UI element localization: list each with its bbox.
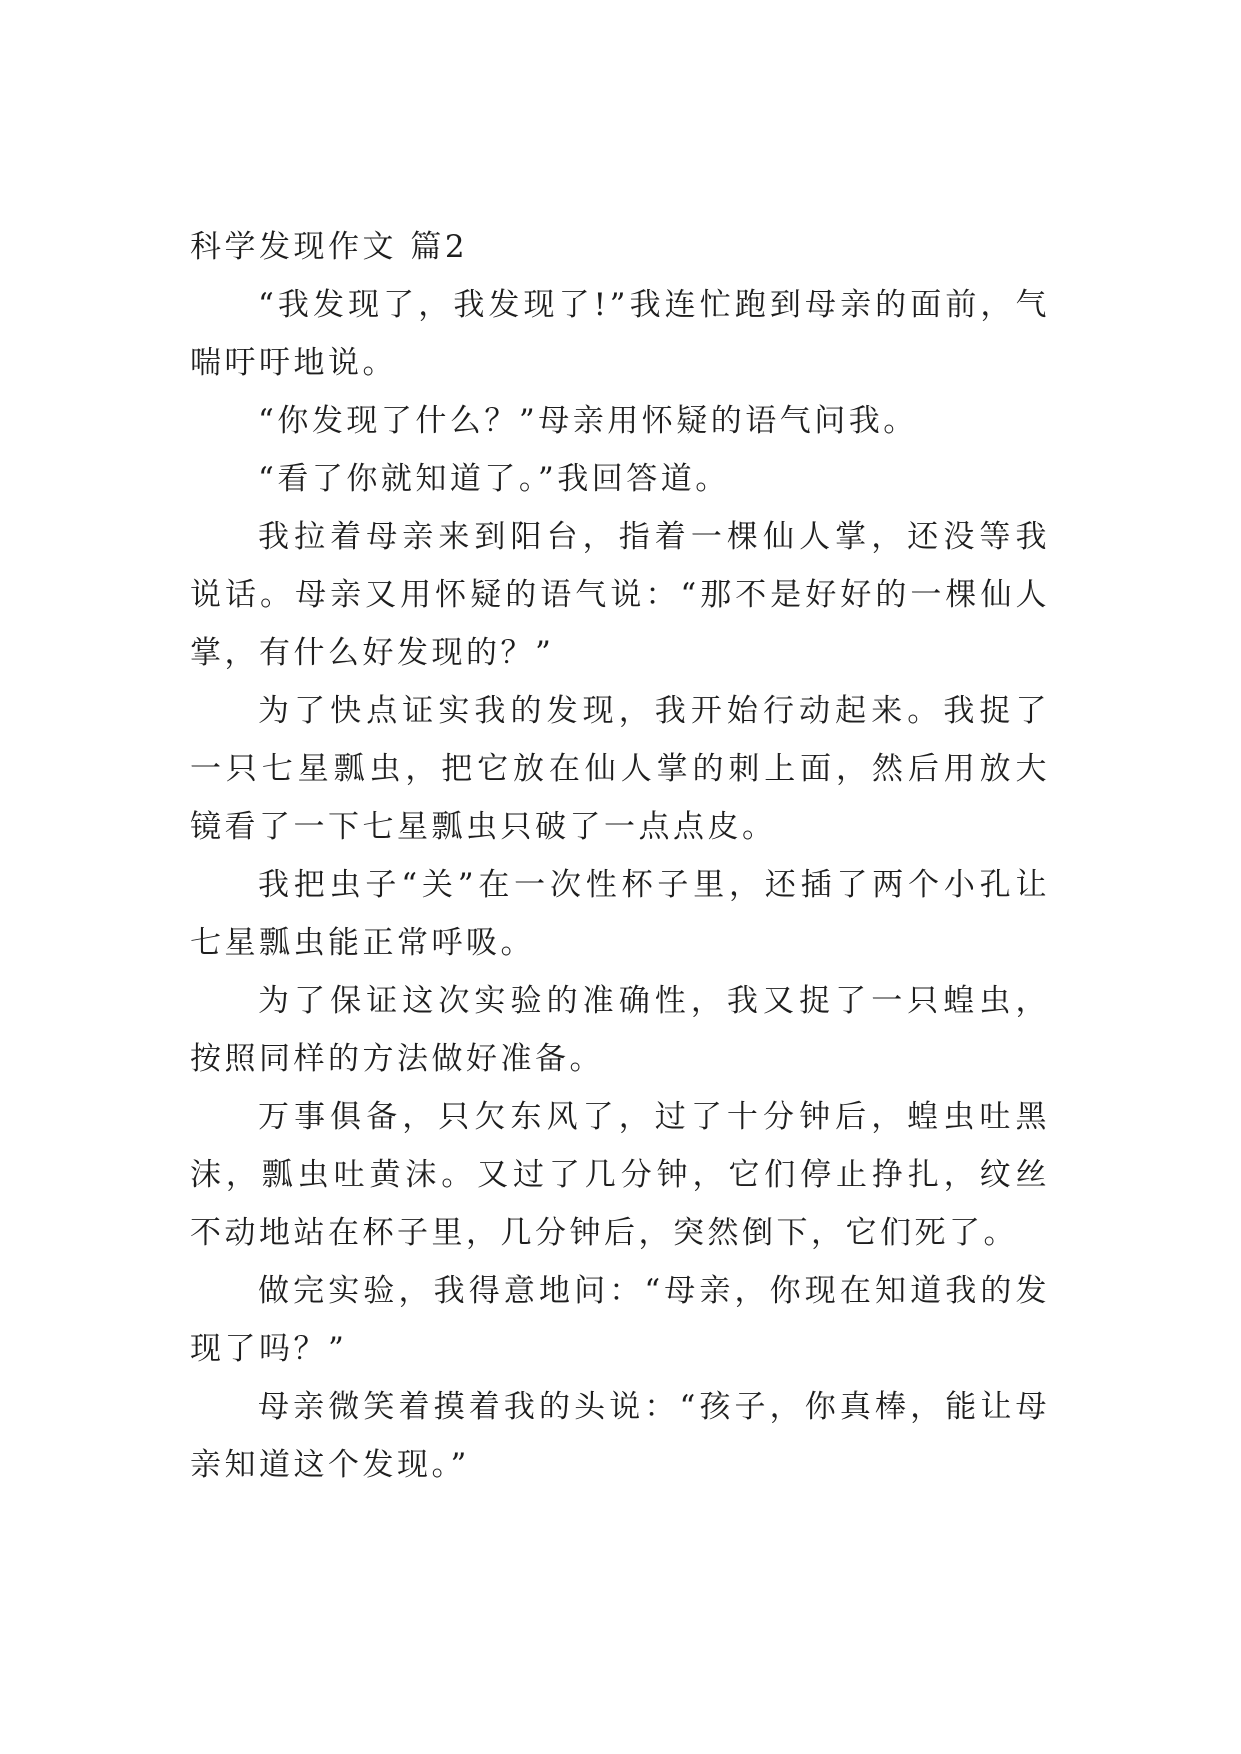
paragraph: 做完实验，我得意地问：“母亲，你现在知道我的发现了吗？” (190, 1273, 1050, 1367)
paragraph: “你发现了什么？”母亲用怀疑的语气问我。 (258, 403, 918, 439)
paragraph: 为了保证这次实验的准确性，我又捉了一只蝗虫，按照同样的方法做好准备。 (190, 983, 1050, 1077)
paragraph: 母亲微笑着摸着我的头说：“孩子，你真棒，能让母亲知道这个发现。” (190, 1389, 1050, 1483)
paragraph: 万事俱备，只欠东风了，过了十分钟后，蝗虫吐黑沫，瓢虫吐黄沫。又过了几分钟，它们停止挣扎，纹丝不动地站在杯子里，几分钟后，突然倒下，它们死了。 (190, 1099, 1050, 1251)
paragraph: 我把虫子“关”在一次性杯子里，还插了两个小孔让七星瓢虫能正常呼吸。 (190, 867, 1050, 961)
document-title: 科学发现作文 篇2 (190, 229, 469, 265)
paragraph: 为了快点证实我的发现，我开始行动起来。我捉了一只七星瓢虫，把它放在仙人掌的刺上面，然后用放大镜看了一下七星瓢虫只破了一点点皮。 (190, 693, 1050, 845)
paragraph: 我拉着母亲来到阳台，指着一棵仙人掌，还没等我说话。母亲又用怀疑的语气说：“那不是好好的一棵仙人掌，有什么好发现的？” (190, 519, 1050, 671)
document-body (190, 218, 1050, 1494)
paragraph: “看了你就知道了。”我回答道。 (258, 461, 730, 497)
paragraph: “我发现了，我发现了!”我连忙跑到母亲的面前，气喘吁吁地说。 (190, 287, 1050, 381)
